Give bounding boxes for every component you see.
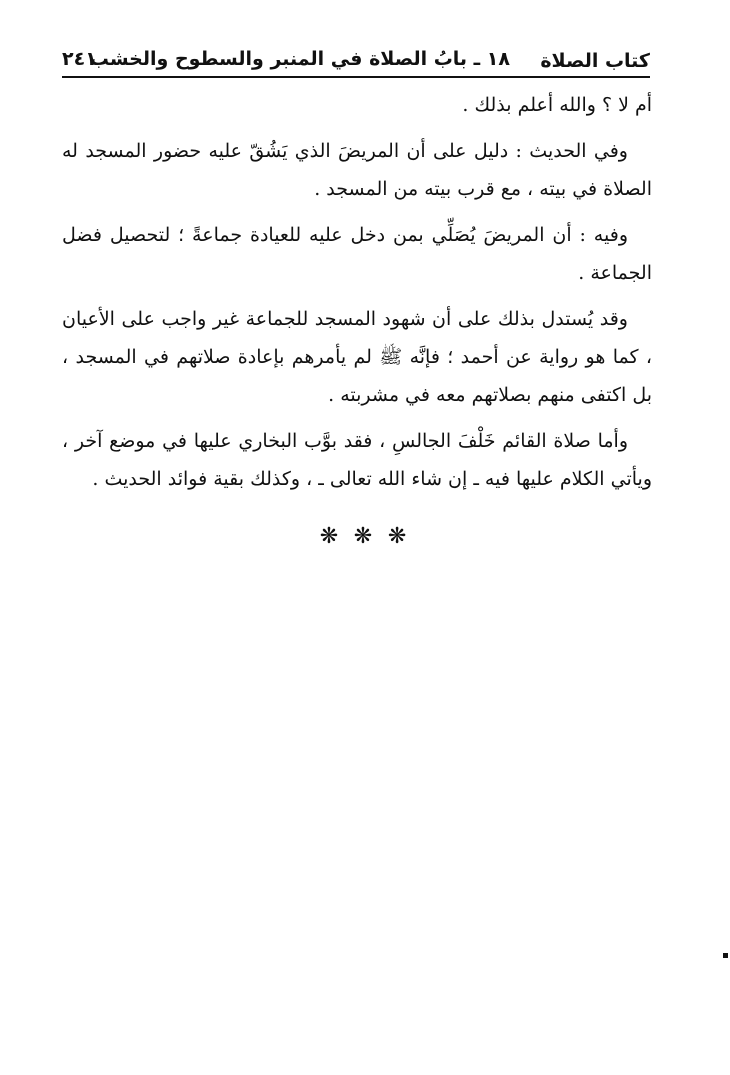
paragraph: وفي الحديث : دليل على أن المريضَ الذي يَشُقّ عليه حضور المسجد له الصلاة في بيته ، مع قرب بيته من المسجد . [62, 140, 652, 200]
running-header [62, 44, 650, 78]
scan-speck [723, 953, 728, 958]
paragraph: وأما صلاة القائم خَلْفَ الجالسِ ، فقد بوَّب البخاري عليها في موضع آخر ، ويأتي الكلام عليها فيه ـ إن شاء الله تعالى ـ ، وكذلك بقية فوائد الحديث . [62, 430, 652, 490]
chapter-title: ١٨ ـ بابُ الصلاة في المنبر والسطوح والخشب [89, 48, 510, 70]
paragraph: أم لا ؟ والله أعلم بذلك . [462, 94, 652, 116]
body-text [62, 86, 652, 506]
section-separator: ❋ ❋ ❋ [319, 524, 411, 549]
book-title: كتاب الصلاة [540, 50, 650, 72]
paragraph: وفيه : أن المريضَ يُصَلِّي بمن دخل عليه للعيادة جماعةً ؛ لتحصيل فضل الجماعة . [62, 224, 652, 284]
page-number: ٢٤١ [62, 48, 97, 70]
paragraph: وقد يُستدل بذلك على أن شهود المسجد للجماعة غير واجب على الأعيان ، كما هو رواية عن أحمد ؛ فإنَّه ﷺ لم يأمرهم بإعادة صلاتهم في المسجد ، بل اكتفى منهم بصلاتهم معه في مشربته . [62, 308, 652, 406]
